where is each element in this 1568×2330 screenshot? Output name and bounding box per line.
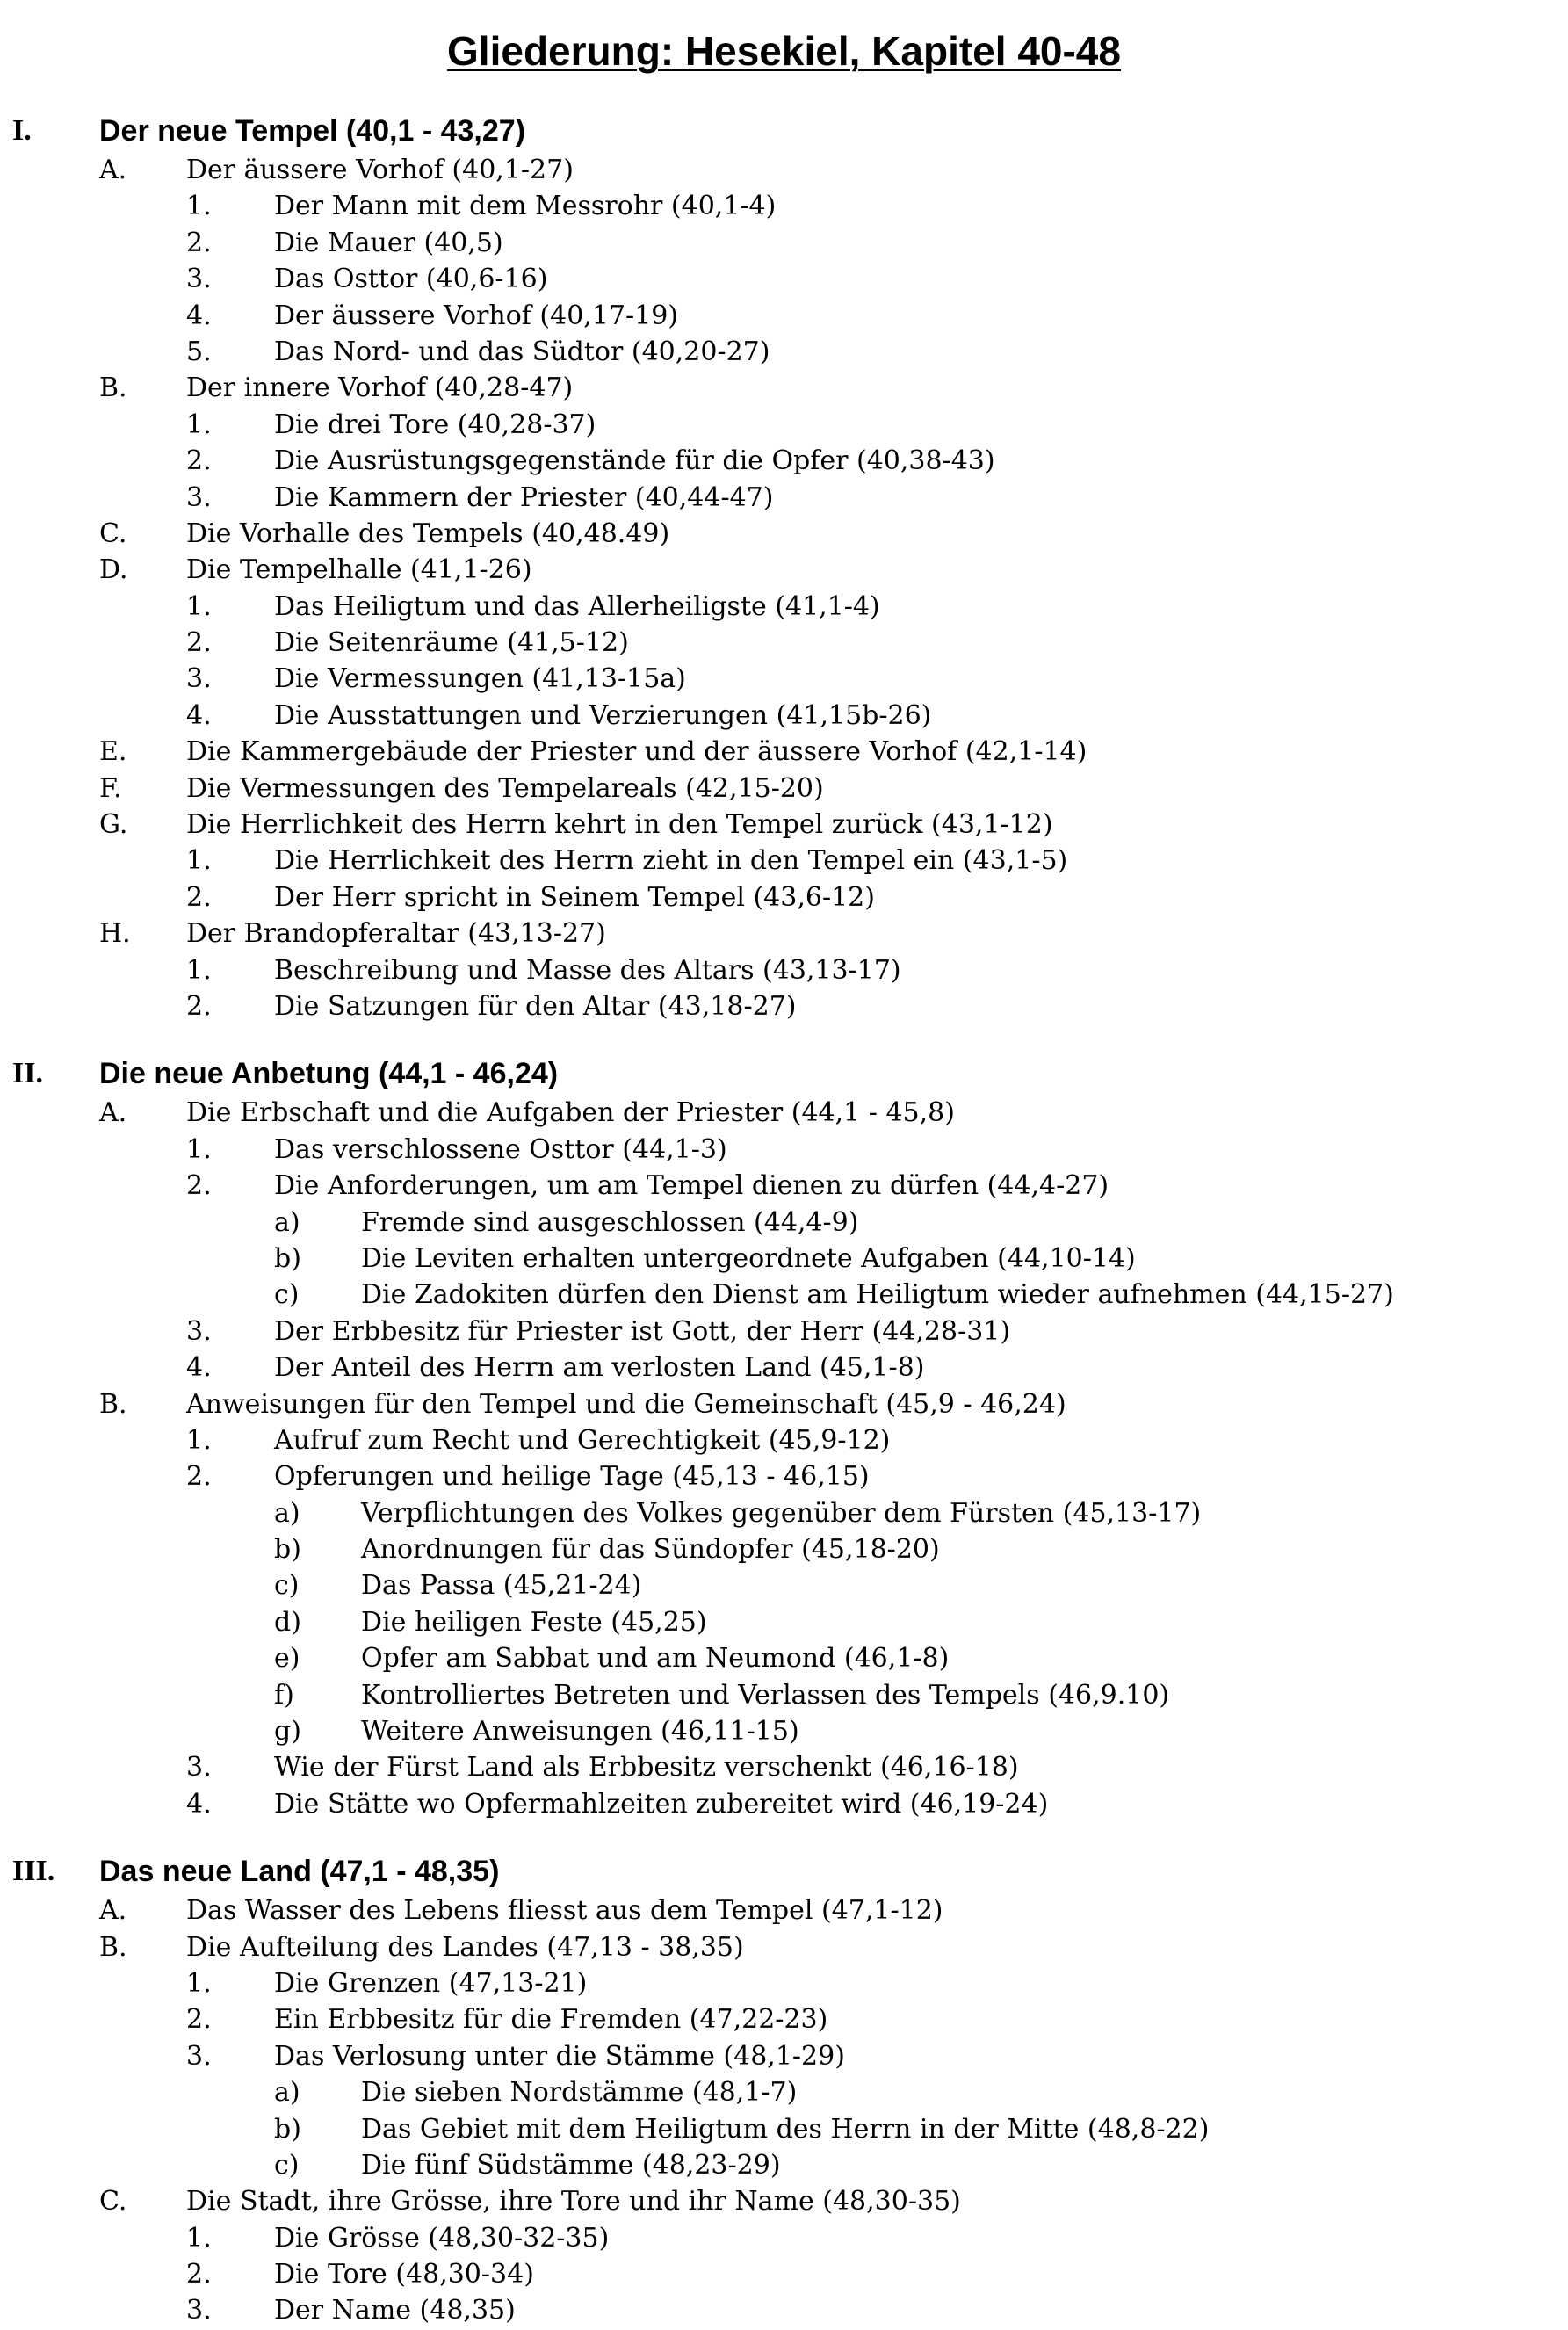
outline-text: Weitere Anweisungen (46,11-15): [361, 1716, 799, 1748]
outline-text: Der Erbbesitz für Priester ist Gott, der Herr (44,28-31): [274, 1315, 1011, 1347]
outline-item-level-2: [0, 988, 1568, 1024]
outline-text: Der neue Tempel (40,1 - 43,27): [99, 114, 526, 148]
outline-marker: a): [274, 1206, 300, 1238]
outline-text: Die Grenzen (47,13-21): [274, 1967, 588, 1999]
outline-item-level-2: [0, 843, 1568, 879]
outline-item-level-2: [0, 625, 1568, 661]
outline-text: Die Zadokiten dürfen den Dienst am Heiligtum wieder aufnehmen (44,15-27): [361, 1279, 1394, 1311]
outline-item-level-2: [0, 2038, 1568, 2074]
outline-marker: 2.: [186, 990, 212, 1022]
outline-marker: 5.: [186, 336, 212, 367]
outline-text: Kontrolliertes Betreten und Verlassen des Tempels (46,9.10): [361, 1679, 1170, 1711]
outline-marker: B.: [99, 1931, 127, 1963]
outline-item-level-2: [0, 2256, 1568, 2292]
outline-text: Das Verlosung unter die Stämme (48,1-29): [274, 2040, 845, 2072]
outline-marker: g): [274, 1716, 301, 1748]
outline-marker: 1.: [186, 409, 212, 440]
outline-marker: 2.: [186, 445, 212, 477]
outline-text: Opfer am Sabbat und am Neumond (46,1-8): [361, 1643, 950, 1675]
outline-item-level-2: [0, 2220, 1568, 2256]
outline-item-level-3: [0, 1677, 1568, 1713]
outline-marker: c): [274, 2149, 300, 2181]
outline-item-level-3: [0, 2147, 1568, 2183]
outline-item-level-2: [0, 188, 1568, 224]
outline-text: Die Leviten erhalten untergeordnete Aufgaben (44,10-14): [361, 1242, 1136, 1274]
outline-marker: 1.: [186, 1424, 212, 1456]
outline-text: Die Ausrüstungsgegenstände für die Opfer (40,38-43): [274, 445, 995, 477]
outline-text: Die Stadt, ihre Grösse, ihre Tore und ihr Name (48,30-35): [186, 2186, 961, 2218]
outline-item-level-2: [0, 261, 1568, 297]
outline-text: Die sieben Nordstämme (48,1-7): [361, 2077, 798, 2109]
outline-marker: A.: [99, 155, 127, 185]
outline-marker: 2.: [186, 627, 212, 659]
outline-item-level-2: [0, 589, 1568, 625]
outline-item-level-2: [0, 1749, 1568, 1785]
outline-text: Der äussere Vorhof (40,1-27): [186, 155, 574, 185]
outline-marker: 2.: [186, 2004, 212, 2036]
outline-marker: 1.: [186, 954, 212, 986]
outline-text: Das Passa (45,21-24): [361, 1570, 642, 1602]
outline-marker: 4.: [186, 699, 212, 731]
outline-item-level-1: [0, 915, 1568, 952]
section-heading: [0, 110, 1568, 152]
section-heading: [0, 1053, 1568, 1095]
outline-marker: 1.: [186, 2222, 212, 2254]
outline-item-level-2: [0, 952, 1568, 988]
outline-item-level-1: [0, 807, 1568, 843]
outline-item-level-2: [0, 1168, 1568, 1204]
outline-text: Die Herrlichkeit des Herrn kehrt in den Tempel zurück (43,1-12): [186, 809, 1053, 841]
outline-text: Der innere Vorhof (40,28-47): [186, 373, 574, 404]
outline-item-level-2: [0, 661, 1568, 697]
outline-item-level-1: [0, 1095, 1568, 1131]
outline-text: Die Mauer (40,5): [274, 227, 503, 258]
document-title-text: Gliederung: Hesekiel, Kapitel 40-48: [447, 28, 1121, 74]
outline-item-level-1: [0, 370, 1568, 406]
outline-item-level-2: [0, 1132, 1568, 1168]
document-title: [0, 19, 1568, 83]
outline-item-level-2: [0, 1965, 1568, 2001]
outline-item-level-3: [0, 1567, 1568, 1603]
outline-marker: I.: [12, 114, 32, 147]
outline-marker: 3.: [186, 481, 212, 513]
outline-text: Der Anteil des Herrn am verlosten Land (45,1-8): [274, 1352, 925, 1384]
outline-section: [0, 110, 1568, 1024]
outline-text: Die Anforderungen, um am Tempel dienen zu dürfen (44,4-27): [274, 1170, 1109, 1202]
outline-text: Aufruf zum Recht und Gerechtigkeit (45,9-12): [274, 1424, 891, 1456]
outline-item-level-1: [0, 2183, 1568, 2219]
outline-item-level-1: [0, 1929, 1568, 1965]
outline-item-level-1: [0, 1386, 1568, 1422]
outline-item-level-1: [0, 516, 1568, 552]
outline-marker: b): [274, 1534, 301, 1566]
outline-marker: 1.: [186, 1967, 212, 1999]
outline-item-level-2: [0, 1313, 1568, 1350]
outline-text: Der Brandopferaltar (43,13-27): [186, 918, 606, 950]
outline-marker: G.: [99, 809, 128, 841]
outline-text: Die Vorhalle des Tempels (40,48.49): [186, 517, 670, 549]
outline-marker: 2.: [186, 227, 212, 258]
outline-text: Das verschlossene Osttor (44,1-3): [274, 1133, 727, 1165]
outline-marker: 4.: [186, 1352, 212, 1384]
outline-marker: B.: [99, 373, 127, 404]
outline-text: Der Herr spricht in Seinem Tempel (43,6-12): [274, 881, 875, 913]
outline-marker: III.: [12, 1855, 55, 1888]
outline-text: Wie der Fürst Land als Erbbesitz verschenkt (46,16-18): [274, 1752, 1019, 1784]
outline-marker: d): [274, 1606, 301, 1638]
outline-text: Anweisungen für den Tempel und die Gemeinschaft (45,9 - 46,24): [186, 1388, 1066, 1420]
outline-text: Die Tempelhalle (41,1-26): [186, 554, 532, 586]
outline-marker: 3.: [186, 1752, 212, 1784]
outline-item-level-3: [0, 1277, 1568, 1313]
outline-marker: b): [274, 1242, 301, 1274]
outline-marker: H.: [99, 918, 131, 950]
outline-item-level-3: [0, 2074, 1568, 2110]
outline-marker: 4.: [186, 1788, 212, 1820]
outline-text: Das Wasser des Lebens fliesst aus dem Tempel (47,1-12): [186, 1895, 943, 1927]
outline-marker: 1.: [186, 191, 212, 222]
outline-item-level-1: [0, 552, 1568, 588]
outline-item-level-2: [0, 698, 1568, 734]
outline-item-level-1: [0, 734, 1568, 770]
outline-marker: E.: [99, 736, 127, 768]
outline-text: Die Aufteilung des Landes (47,13 - 38,35): [186, 1931, 744, 1963]
outline-item-level-2: [0, 298, 1568, 334]
outline-text: Die Ausstattungen und Verzierungen (41,15b-26): [274, 699, 932, 731]
outline-text: Das Gebiet mit dem Heiligtum des Herrn in der Mitte (48,8-22): [361, 2113, 1210, 2145]
outline-marker: 2.: [186, 881, 212, 913]
outline-item-level-1: [0, 152, 1568, 188]
outline-marker: 1.: [186, 1133, 212, 1165]
outline-item-level-2: [0, 1422, 1568, 1458]
outline-text: Beschreibung und Masse des Altars (43,13-17): [274, 954, 901, 986]
outline-text: Das Nord- und das Südtor (40,20-27): [274, 336, 770, 367]
outline-text: Die Tore (48,30-34): [274, 2259, 534, 2290]
outline-item-level-2: [0, 334, 1568, 370]
outline-text: Ein Erbbesitz für die Fremden (47,22-23): [274, 2004, 828, 2036]
outline-section: [0, 1053, 1568, 1822]
outline-marker: 3.: [186, 264, 212, 295]
outline-text: Die Kammern der Priester (40,44-47): [274, 481, 774, 513]
outline-item-level-2: [0, 1458, 1568, 1494]
outline-text: Die Grösse (48,30-32-35): [274, 2222, 610, 2254]
outline-item-level-2: [0, 407, 1568, 443]
outline-marker: A.: [99, 1895, 127, 1927]
outline-text: Die Herrlichkeit des Herrn zieht in den Tempel ein (43,1-5): [274, 845, 1068, 877]
outline-marker: a): [274, 1497, 300, 1529]
outline-text: Die Erbschaft und die Aufgaben der Priester (44,1 - 45,8): [186, 1097, 955, 1129]
outline-item-level-2: [0, 225, 1568, 261]
outline-marker: 4.: [186, 300, 212, 331]
outline-text: Das Heiligtum und das Allerheiligste (41,1-4): [274, 590, 880, 622]
outline-marker: 2.: [186, 1461, 212, 1493]
outline-item-level-3: [0, 1640, 1568, 1676]
outline-text: Die Kammergebäude der Priester und der äussere Vorhof (42,1-14): [186, 736, 1087, 768]
outline-marker: II.: [12, 1057, 43, 1090]
outline-marker: e): [274, 1643, 300, 1675]
outline-item-level-3: [0, 1495, 1568, 1531]
outline-marker: F.: [99, 772, 122, 804]
outline-text: Opferungen und heilige Tage (45,13 - 46,15): [274, 1461, 870, 1493]
outline-item-level-1: [0, 771, 1568, 807]
outline-item-level-3: [0, 1713, 1568, 1749]
outline-marker: c): [274, 1570, 300, 1602]
outline-marker: 3.: [186, 2295, 212, 2326]
outline-item-level-2: [0, 879, 1568, 915]
outline-text: Die Stätte wo Opfermahlzeiten zubereitet wird (46,19-24): [274, 1788, 1049, 1820]
outline-text: Der äussere Vorhof (40,17-19): [274, 300, 679, 331]
outline-marker: 3.: [186, 1315, 212, 1347]
outline-marker: C.: [99, 2186, 127, 2218]
outline-text: Anordnungen für das Sündopfer (45,18-20): [361, 1534, 940, 1566]
outline-text: Die Vermessungen (41,13-15a): [274, 663, 686, 695]
outline-item-level-2: [0, 1786, 1568, 1822]
section-heading: [0, 1850, 1568, 1892]
outline-item-level-2: [0, 2292, 1568, 2328]
outline-text: Die Satzungen für den Altar (43,18-27): [274, 990, 797, 1022]
outline-text: Der Name (48,35): [274, 2295, 516, 2326]
outline-text: Die Vermessungen des Tempelareals (42,15-20): [186, 772, 824, 804]
outline-marker: D.: [99, 554, 128, 586]
outline-text: Die drei Tore (40,28-37): [274, 409, 596, 440]
outline-item-level-2: [0, 1350, 1568, 1386]
outline-item-level-2: [0, 443, 1568, 479]
outline: [0, 110, 1568, 2329]
outline-item-level-3: [0, 1531, 1568, 1567]
outline-marker: f): [274, 1679, 294, 1711]
outline-marker: B.: [99, 1388, 127, 1420]
outline-item-level-2: [0, 480, 1568, 516]
outline-item-level-3: [0, 1241, 1568, 1277]
outline-marker: a): [274, 2077, 300, 2109]
outline-marker: 3.: [186, 663, 212, 695]
outline-text: Die fünf Südstämme (48,23-29): [361, 2149, 781, 2181]
outline-section: [0, 1850, 1568, 2329]
outline-text: Die neue Anbetung (44,1 - 46,24): [99, 1057, 559, 1091]
outline-item-level-3: [0, 2111, 1568, 2147]
outline-item-level-3: [0, 1604, 1568, 1640]
outline-marker: C.: [99, 517, 127, 549]
outline-text: Die heiligen Feste (45,25): [361, 1606, 707, 1638]
outline-text: Das neue Land (47,1 - 48,35): [99, 1855, 500, 1889]
outline-text: Das Osttor (40,6-16): [274, 264, 548, 295]
outline-text: Der Mann mit dem Messrohr (40,1-4): [274, 191, 777, 222]
outline-marker: A.: [99, 1097, 127, 1129]
outline-marker: 2.: [186, 2259, 212, 2290]
outline-item-level-1: [0, 1892, 1568, 1928]
outline-text: Die Seitenräume (41,5-12): [274, 627, 629, 659]
outline-text: Fremde sind ausgeschlossen (44,4-9): [361, 1206, 859, 1238]
outline-marker: 3.: [186, 2040, 212, 2072]
outline-item-level-3: [0, 1205, 1568, 1241]
outline-marker: c): [274, 1279, 300, 1311]
outline-item-level-2: [0, 2001, 1568, 2037]
outline-marker: 2.: [186, 1170, 212, 1202]
outline-marker: 1.: [186, 590, 212, 622]
outline-text: Verpflichtungen des Volkes gegenüber dem Fürsten (45,13-17): [361, 1497, 1202, 1529]
outline-marker: 1.: [186, 845, 212, 877]
outline-marker: b): [274, 2113, 301, 2145]
